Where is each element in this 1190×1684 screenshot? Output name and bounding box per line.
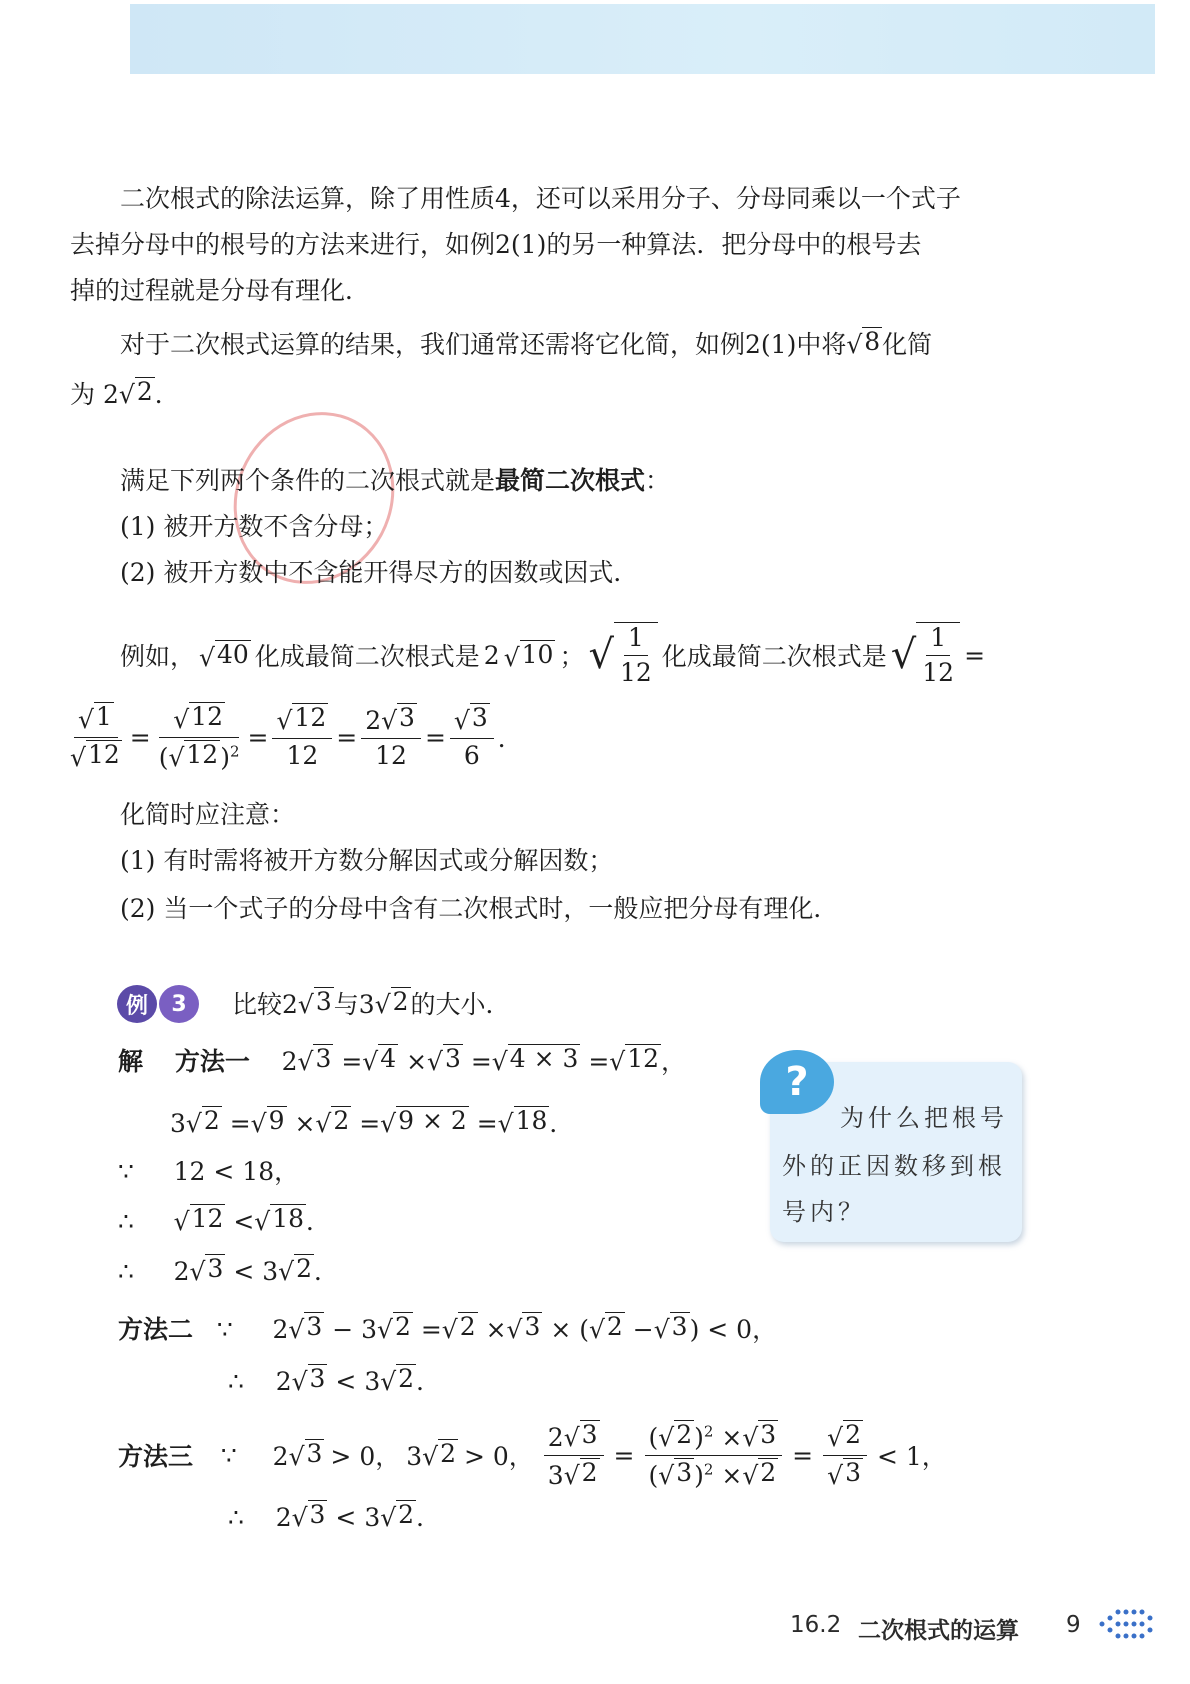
therefore-symbol: ∴ bbox=[118, 1207, 134, 1236]
definition-term: 最简二次根式 bbox=[495, 466, 646, 495]
equals: = bbox=[588, 1047, 610, 1076]
less-than-zero: < 0， bbox=[707, 1315, 778, 1344]
prompt-text: 比较 bbox=[232, 990, 283, 1019]
definition-lead bbox=[120, 458, 670, 504]
coef: 2 bbox=[173, 1257, 190, 1286]
coef: 3 bbox=[364, 1503, 381, 1532]
example-badge bbox=[117, 985, 203, 1023]
because-symbol: ∵ bbox=[118, 1157, 134, 1186]
therefore-symbol: ∴ bbox=[228, 1503, 244, 1532]
sqrt-8: √ 8 bbox=[846, 327, 881, 359]
definition-text: 满足下列两个条件的二次根式就是 bbox=[120, 466, 496, 495]
comma: ， bbox=[661, 1047, 687, 1076]
because-symbol: ∵ bbox=[220, 1440, 237, 1470]
sqrt-frac-1-12: √ $\frac{1}{12}$ bbox=[588, 622, 657, 688]
sqrt-40: √ 40 bbox=[199, 640, 249, 672]
notice-2: (2) 当一个式子的分母中含有二次根式时，一般应把分母有理化． bbox=[120, 894, 839, 923]
coef: 2 bbox=[483, 640, 500, 670]
period: ． bbox=[416, 1503, 442, 1532]
coef: 3 bbox=[170, 1109, 186, 1138]
method1-line3 bbox=[118, 1152, 299, 1192]
therefore-symbol: ∴ bbox=[228, 1367, 244, 1396]
paren: ) bbox=[220, 742, 230, 772]
equals: = bbox=[129, 722, 151, 752]
less-than-one: < 1， bbox=[876, 1442, 947, 1472]
because-symbol: ∵ bbox=[216, 1315, 233, 1344]
intro-text: 对于二次根式运算的结果，我们通常还需将它化简，如例2(1)中将 bbox=[120, 330, 847, 359]
method1-line4: ∴ √ 12 < √ 18 ． bbox=[118, 1204, 332, 1236]
times: × bbox=[294, 1109, 316, 1138]
paren: ( bbox=[158, 742, 169, 772]
frac-t1: √ 1 √ 12 bbox=[70, 702, 120, 772]
equals: = bbox=[336, 722, 358, 752]
times: × bbox=[406, 1047, 428, 1076]
less-than: < bbox=[233, 1207, 255, 1236]
method2-line1: 方法二 ∵ 2 √ 3 − 3 √ 2 = √ 2 × √ 3 × ( √ 2 − √ 3 ) < 0， bbox=[118, 1312, 778, 1344]
equals: = bbox=[792, 1440, 814, 1470]
frac-t4: 2 √ 3 12 bbox=[361, 703, 421, 771]
method3-line1: 方法三 ∵ 2 √ 3 > 0， 3 √ 2 > 0， 2 √ 3 3 √ 2 = ( √ 2 )$^2$ × √ 3 ( √ 3 )$^2$ × √ 2 = √ 2 √ 3 < 1， bbox=[118, 1420, 947, 1490]
period: ． bbox=[154, 380, 180, 409]
times: × bbox=[485, 1315, 507, 1344]
coef: 2 bbox=[272, 1315, 289, 1344]
header-band bbox=[130, 4, 1155, 74]
example-text: 例如， bbox=[120, 642, 196, 671]
coef: 3 bbox=[262, 1257, 279, 1286]
frac-squares: ( √ 2 )$^2$ × √ 3 ( √ 3 )$^2$ × √ 2 bbox=[645, 1420, 783, 1491]
coef: 3 bbox=[364, 1367, 381, 1396]
method3-label: 方法三 bbox=[118, 1442, 194, 1472]
greater-than-zero: > 0， bbox=[463, 1442, 534, 1472]
notice-1: (1) 有时需将被开方数分解因式或分解因数； bbox=[120, 846, 614, 875]
condition-2: (2) 被开方数中不含能开得尽方的因数或因式． bbox=[120, 558, 639, 587]
equals: = bbox=[247, 722, 269, 752]
semicolon: ； bbox=[559, 642, 585, 671]
exponent: 2 bbox=[229, 742, 240, 761]
example3-prompt: 比较2 √ 3 与3 √ 2 的大小． bbox=[232, 987, 511, 1019]
side-note-line-2: 外的正因数移到根 bbox=[782, 1152, 1006, 1180]
equals: = bbox=[470, 1047, 492, 1076]
equals: = bbox=[424, 722, 446, 752]
minus: − bbox=[632, 1315, 654, 1344]
period: ． bbox=[497, 724, 523, 754]
period: ． bbox=[549, 1109, 575, 1138]
sqrt-2: √ 2 bbox=[118, 377, 153, 409]
frac-ratio: 2 √ 3 3 √ 2 bbox=[544, 1420, 604, 1491]
equals: = bbox=[964, 640, 986, 670]
minus: − bbox=[332, 1315, 354, 1344]
method3-line2: ∴ 2 √ 3 < 3 √ 2 ． bbox=[228, 1500, 442, 1532]
equals: = bbox=[341, 1047, 363, 1076]
intro-line-2: 去掉分母中的根号的方法来进行，如例2(1)的另一种算法．把分母中的根号去 bbox=[70, 230, 922, 259]
method1-label: 方法一 bbox=[174, 1047, 250, 1076]
example-badge-label: 例 bbox=[117, 985, 157, 1023]
page-number: 9 bbox=[1066, 1612, 1081, 1638]
coef: 3 bbox=[358, 990, 375, 1019]
coef: 2 bbox=[272, 1442, 289, 1472]
intro-line-5 bbox=[70, 372, 180, 418]
less-than: < bbox=[335, 1367, 357, 1396]
colon: ： bbox=[645, 466, 671, 495]
method2-line2: ∴ 2 √ 3 < 3 √ 2 ． bbox=[228, 1364, 442, 1396]
coef: 2 bbox=[275, 1503, 292, 1532]
frac-t2: √ 12 ( √ 12 )$^2$ bbox=[158, 702, 240, 772]
frac-t5: √ 3 6 bbox=[450, 703, 494, 771]
footer-title: 二次根式的运算 bbox=[858, 1618, 1019, 1644]
period: ． bbox=[416, 1367, 442, 1396]
sqrt-frac-1-12-b: √ $\frac{1}{12}$ bbox=[891, 622, 960, 688]
notice-title: 化简时应注意： bbox=[120, 800, 296, 829]
method1-line1: 解 方法一 2 √ 3 = √ 4 × √ 3 = √ 4 × 3 = √ 12 ， bbox=[118, 1044, 687, 1076]
equals: = bbox=[359, 1109, 381, 1138]
solution-label: 解 bbox=[118, 1047, 144, 1076]
prompt-text: 的大小． bbox=[410, 990, 511, 1019]
method2-label: 方法二 bbox=[118, 1315, 194, 1344]
prompt-text: 与 bbox=[333, 990, 359, 1019]
coef: 3 bbox=[361, 1315, 378, 1344]
intro-line-1: 二次根式的除法运算，除了用性质4，还可以采用分子、分母同乘以一个式子 bbox=[120, 184, 961, 213]
therefore-symbol: ∴ bbox=[118, 1257, 134, 1286]
example-text: 化成最简二次根式是 bbox=[254, 642, 480, 671]
example-text: 化成最简二次根式是 bbox=[661, 642, 887, 671]
coef: 2 bbox=[281, 1047, 298, 1076]
frac-t3: √ 12 12 bbox=[272, 703, 332, 771]
coef: 2 bbox=[275, 1367, 292, 1396]
coef: 2 bbox=[282, 990, 298, 1019]
equals: = bbox=[229, 1109, 251, 1138]
coef: 3 bbox=[406, 1442, 423, 1472]
example-line bbox=[120, 622, 985, 688]
sqrt-10: √ 10 bbox=[503, 640, 554, 672]
period: ． bbox=[306, 1207, 332, 1236]
greater-than-zero: > 0， bbox=[330, 1442, 401, 1472]
example-badge-number: 3 bbox=[159, 985, 199, 1023]
equals: = bbox=[476, 1109, 498, 1138]
period: ． bbox=[314, 1257, 340, 1286]
condition-1: (1) 被开方数不含分母； bbox=[120, 512, 389, 541]
dots-decoration-icon bbox=[1098, 1606, 1158, 1646]
frac-simplified: √ 2 √ 3 bbox=[823, 1420, 867, 1491]
intro-line-4 bbox=[120, 322, 932, 368]
coef: 2 bbox=[102, 380, 119, 409]
simplification-chain bbox=[62, 702, 523, 773]
equals: = bbox=[420, 1315, 442, 1344]
question-mark-icon: ? bbox=[760, 1050, 834, 1114]
equals: = bbox=[613, 1440, 635, 1470]
side-note-line-1: 为什么把根号 bbox=[840, 1104, 1008, 1132]
method1-line2: 3 √ 2 = √ 9 × √ 2 = √ 9 × 2 = √ 18 ． bbox=[170, 1106, 575, 1138]
inequality: 12 < 18， bbox=[173, 1157, 300, 1186]
less-than: < bbox=[335, 1503, 357, 1532]
intro-text: 化简 bbox=[882, 330, 933, 359]
method1-line5: ∴ 2 √ 3 < 3 √ 2 ． bbox=[118, 1254, 340, 1286]
intro-text: 为 bbox=[70, 380, 96, 409]
less-than: < bbox=[233, 1257, 255, 1286]
footer-section: 16.2 bbox=[790, 1612, 842, 1638]
times: × bbox=[550, 1315, 572, 1344]
intro-line-3: 掉的过程就是分母有理化． bbox=[70, 276, 371, 305]
side-note-line-3: 号内？ bbox=[782, 1198, 866, 1226]
